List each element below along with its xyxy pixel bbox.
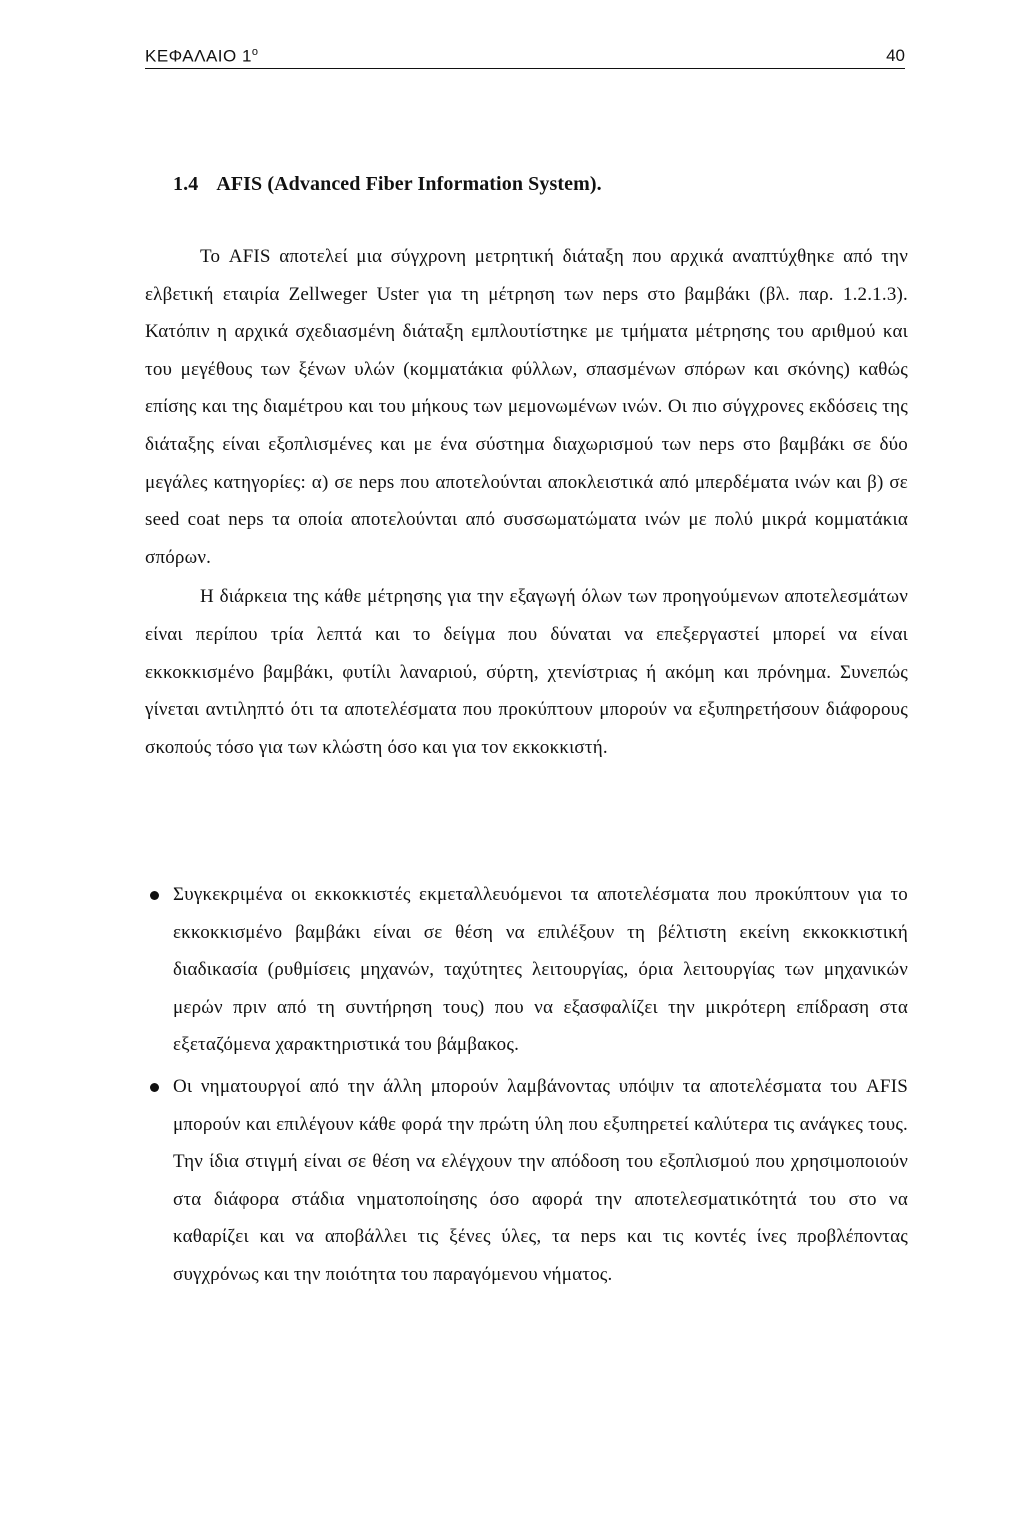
bullet-list <box>145 876 908 1294</box>
page-header <box>145 44 905 69</box>
bullet-text: Συγκεκριμένα οι εκκοκκιστές εκμεταλλευόμενοι τα αποτελέσματα που προκύπτουν για το εκκοκκισμένο βαμβάκι είναι σε θέση να επιλέξουν τη βέλτιστη εκείνη εκκοκκιστική διαδικασία (ρυθμίσεις μηχανών, ταχύτητες λειτουργίας, όρια λειτουργίας των μηχανικών μερών πριν από τη συντήρηση τους) που να εξασφαλίζει την μικρότερη επίδραση στα εξεταζόμενα χαρακτηριστικά του βάμβακος. <box>173 884 908 1056</box>
section-number: 1.4 <box>173 173 199 195</box>
bullet-text: Οι νηματουργοί από την άλλη μπορούν λαμβάνοντας υπόψιν τα αποτελέσματα του AFIS μπορούν και επιλέγουν κάθε φορά την πρώτη ύλη που εξυπηρετεί καλύτερα τις ανάγκες τους. Την ίδια στιγμή είναι σε θέση να ελέγχουν την απόδοση του εξοπλισμού που χρησιμοποιούν στα διάφορα στάδια νηματοποίησης όσο αφορά την αποτελεσματικότητά του στο να καθαρίζει και να αποβάλλει τις ξένες ύλες, τα neps και τις κοντές ίνες προβλέποντας συγχρόνως και την ποιότητα του παραγόμενου νήματος. <box>173 1075 908 1285</box>
section-title: AFIS (Advanced Fiber Information System). <box>216 173 602 195</box>
bullet-dot-icon <box>150 1083 159 1092</box>
page-number: 40 <box>886 46 905 65</box>
bullet-dot-icon <box>150 891 159 900</box>
chapter-label: ΚΕΦΑΛΑΙΟ $1^o$ <box>145 46 259 66</box>
section-heading <box>173 173 602 196</box>
bullet-item-spinners <box>145 1068 908 1294</box>
paragraph-2: Η διάρκεια της κάθε μέτρησης για την εξαγωγή όλων των προηγούμενων αποτελεσμάτων είναι περίπου τρία λεπτά και το δείγμα που δύναται να επεξεργαστεί μπορεί να είναι εκκοκκισμένο βαμβάκι, φυτίλι λαναριού, σύρτη, χτενίστριας ή ακόμη και πρόνημα. Συνεπώς γίνεται αντιληπτό ότι τα αποτελέσματα που προκύπτουν μπορούν να εξυπηρετήσουν διάφορους σκοπούς τόσο για των κλώστη όσο και για τον εκκοκκιστή. <box>145 586 908 758</box>
body-text <box>145 238 908 766</box>
paragraph-1: Το AFIS αποτελεί μια σύγχρονη μετρητική διάταξη που αρχικά αναπτύχθηκε από την ελβετική εταιρία Zellweger Uster για τη μέτρηση των neps στο βαμβάκι (βλ. παρ. 1.2.1.3). Κατόπιν η αρχικά σχεδιασμένη διάταξη εμπλουτίστηκε με τμήματα μέτρησης του αριθμού και του μεγέθους των ξένων υλών (κομματάκια φύλλων, σπασμένων σπόρων και σκόνης) καθώς επίσης και της διαμέτρου και του μήκους των μεμονωμένων ινών. Οι πιο σύγχρονες εκδόσεις της διάταξης είναι εξοπλισμένες και με ένα σύστημα διαχωρισμού των neps στο βαμβάκι σε δύο μεγάλες κατηγορίες: α) σε neps που αποτελούνται αποκλειστικά από μπερδέματα ινών και β) σε seed coat neps τα οποία αποτελούνται από συσσωματώματα ινών με πολύ μικρά κομματάκια σπόρων. <box>145 246 908 568</box>
bullet-item-ginners <box>145 876 908 1064</box>
